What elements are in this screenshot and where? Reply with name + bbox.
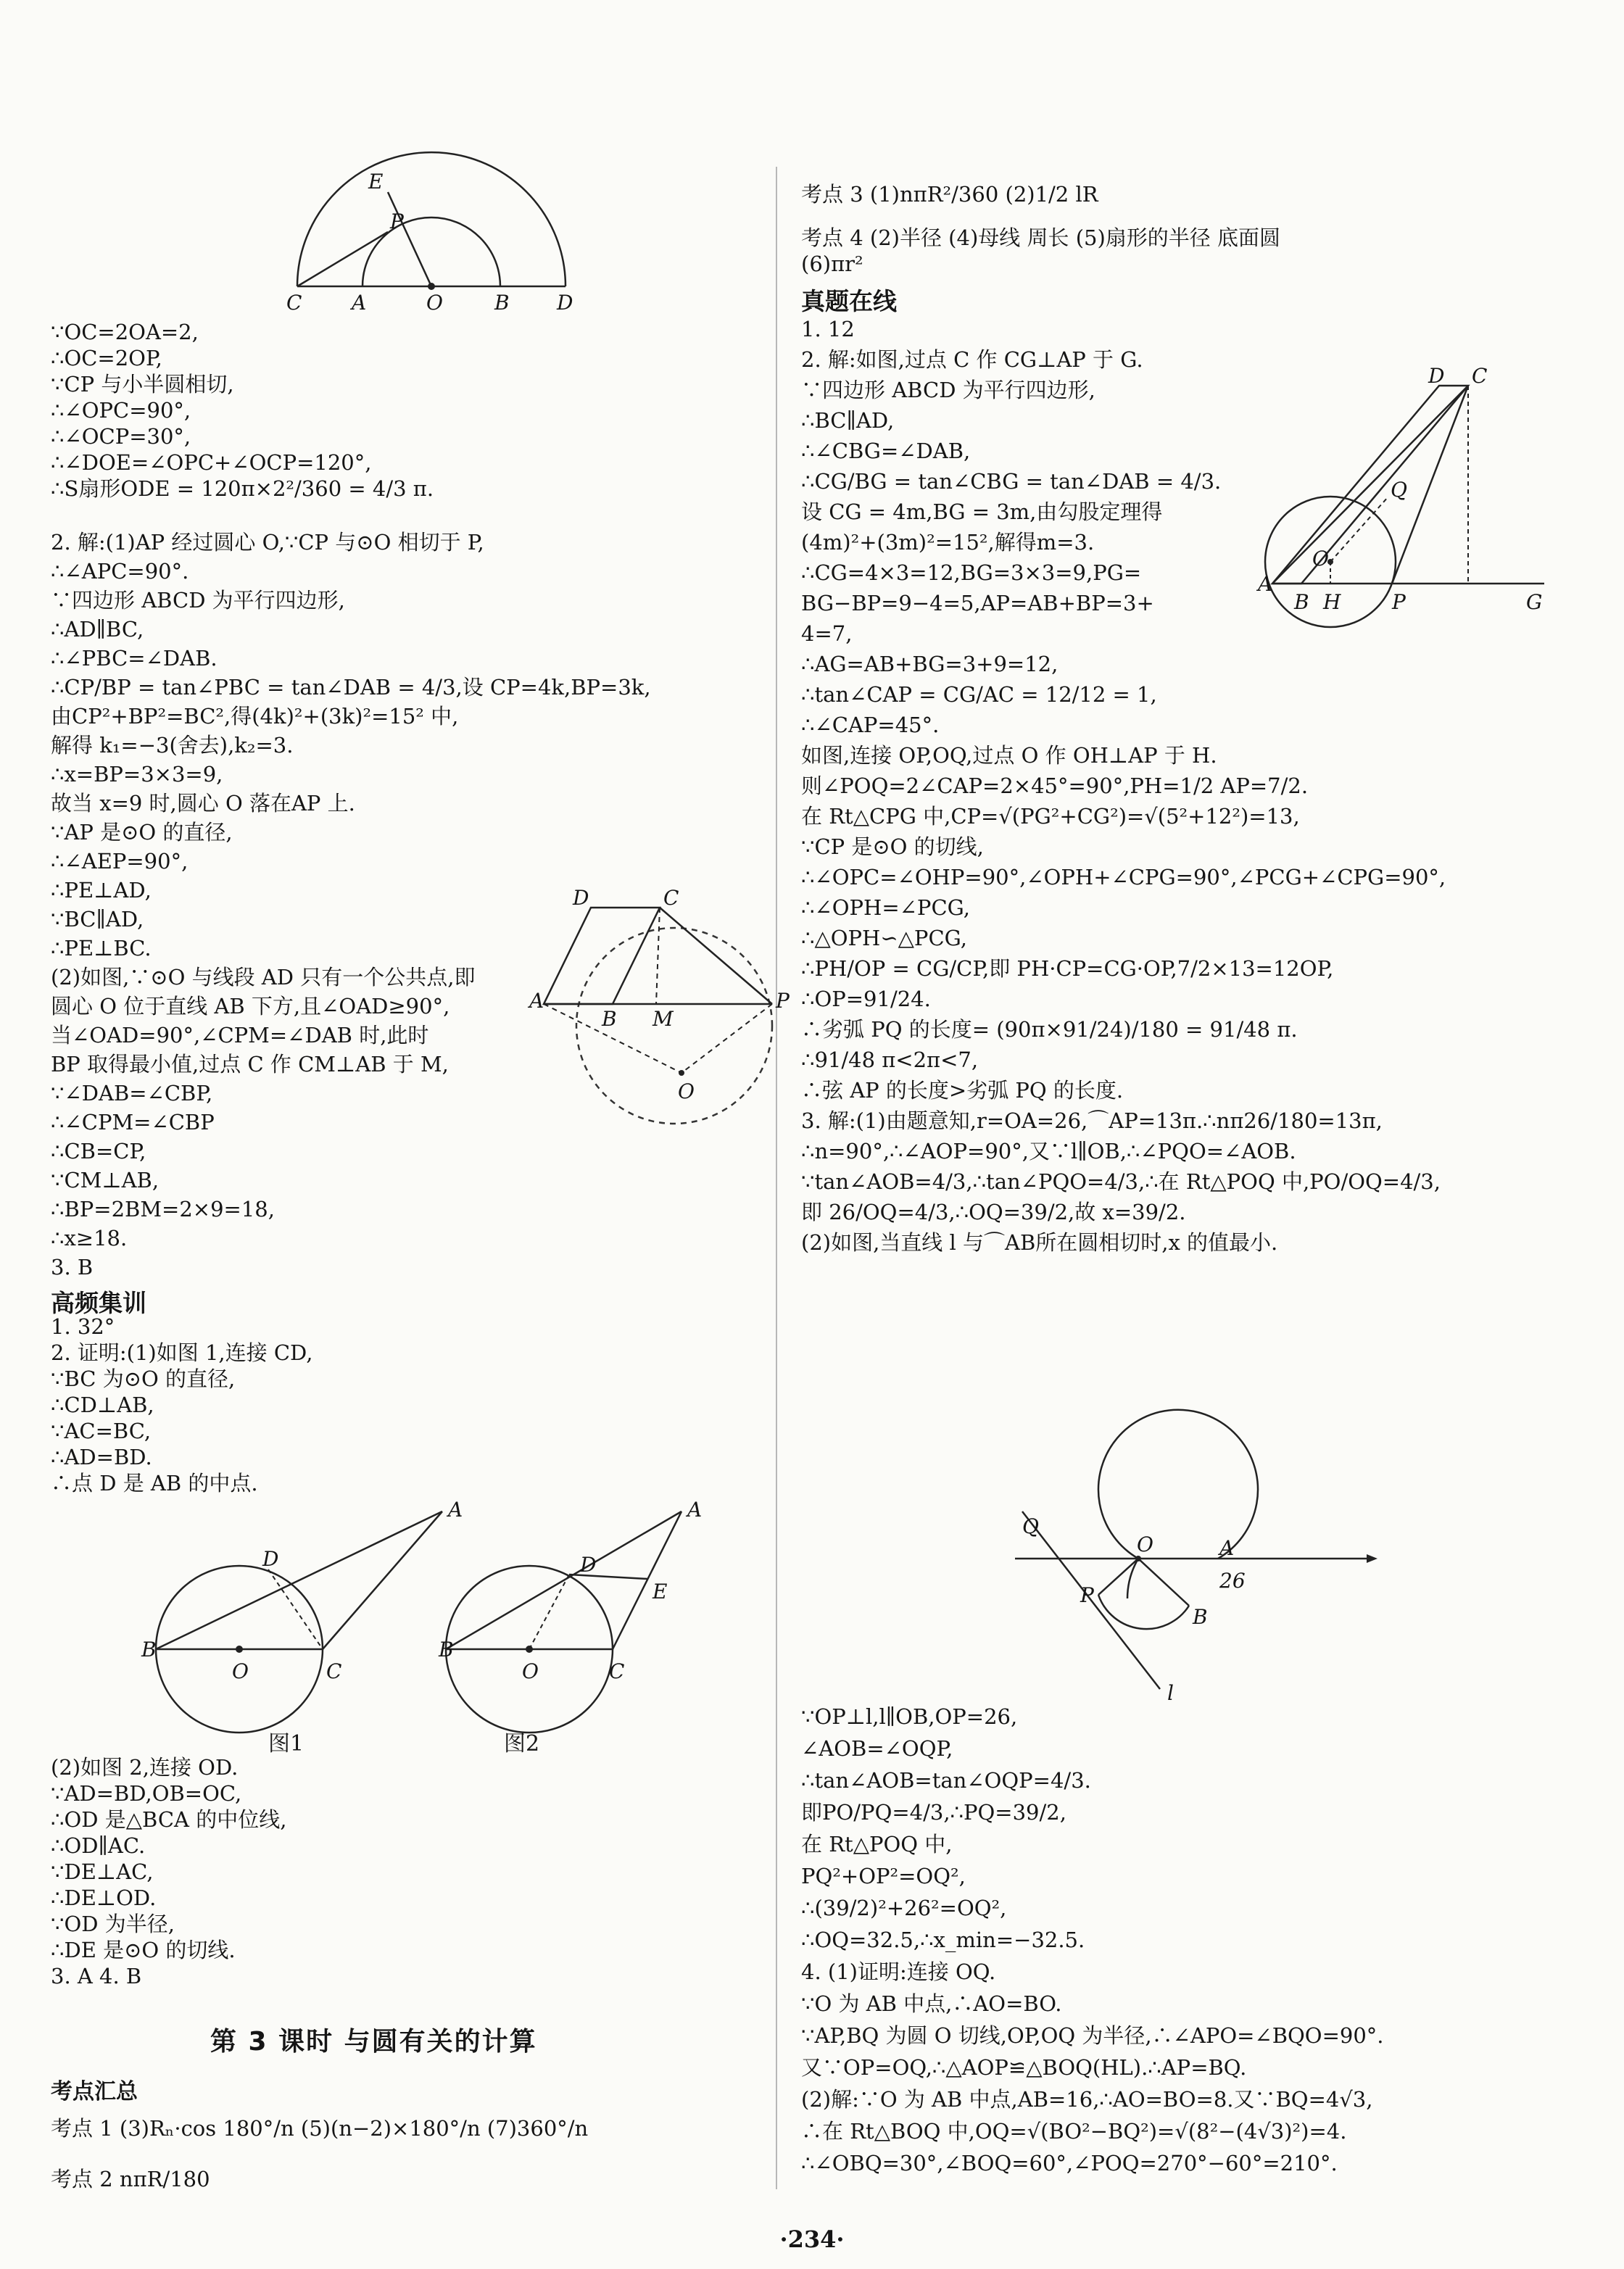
svg-text:O: O [522,1659,539,1683]
svg-text:l: l [1167,1681,1174,1705]
text-line: ∵AP 是⊙O 的直径, [51,820,233,845]
text-line: ∴∠OPH=∠PCG, [801,895,970,920]
text-line: ∵四边形 ABCD 为平行四边形, [801,378,1095,402]
text-line: 2. 解:如图,过点 C 作 CG⊥AP 于 G. [801,347,1143,372]
text-line: ∴DE⊥OD. [51,1886,157,1910]
text-line: ∴∠AEP=90°, [51,849,188,874]
text-line: ∴CG=4×3=12,BG=3×3=9,PG= [801,560,1142,585]
text-line: ∴△OPH∽△PCG, [801,926,967,950]
svg-text:G: G [1526,590,1543,614]
text-line: ∴CG/BG = tan∠CBG = tan∠DAB = 4/3. [801,469,1222,494]
text-line: 在 Rt△CPG 中,CP=√(PG²+CG²)=√(5²+12²)=13, [801,804,1300,829]
text-line: ∴OC=2OP, [51,346,162,370]
page-number: ·234· [779,2226,845,2253]
text-line: ∴弦 AP 的长度>劣弧 PQ 的长度. [801,1078,1124,1103]
text-line: ∵AC=BC, [51,1419,152,1443]
text-line: 3. 解:(1)由题意知,r=OA=26,⌒AP=13π.∴nπ26/180=13π, [801,1108,1383,1133]
column-divider [776,167,777,2189]
text-line: (4m)²+(3m)²=15²,解得m=3. [801,530,1095,555]
svg-text:D: D [557,291,573,315]
text-line: ∵tan∠AOB=4/3,∴tan∠PQO=4/3,∴在 Rt△POQ 中,PO/OQ=4/3, [801,1169,1441,1194]
text-line: ∵O 为 AB 中点,∴AO=BO. [801,1991,1062,2016]
text-line: (2)如图,∵⊙O 与线段 AD 只有一个公共点,即 [51,965,476,990]
svg-text:D: D [580,1553,597,1577]
text-line: ∴∠CPM=∠CBP [51,1110,215,1134]
text-line: ∴OP=91/24. [801,987,931,1011]
text-line: ∵AD=BD,OB=OC, [51,1781,242,1806]
section-title: 第 3 课时 与圆有关的计算 [210,2027,537,2057]
text-line: ∴劣弧 PQ 的长度= (90π×91/24)/180 = 91/48 π. [801,1017,1298,1042]
arc-tangent-figure [993,1479,1399,1711]
fig2-caption: 图2 [504,1731,540,1756]
text-line: 即 26/OQ=4/3,∴OQ=39/2,故 x=39/2. [801,1200,1186,1224]
text-line: ∴∠CAP=45°. [801,713,940,737]
text-line: ∴BP=2BM=2×9=18, [51,1197,275,1221]
text-line: ∵DE⊥AC, [51,1859,154,1884]
text-line: 即PO/PQ=4/3,∴PQ=39/2, [801,1800,1066,1825]
text-line: ∴(39/2)²+26²=OQ², [801,1896,1007,1920]
svg-text:B: B [1193,1605,1208,1629]
text-line: ∴OD 是△BCA 的中位线, [51,1807,287,1832]
kaodian-4: 考点 4 (2)半径 (4)母线 周长 (5)扇形的半径 底面圆 [801,225,1280,250]
svg-text:P: P [776,989,790,1013]
text-line: BG−BP=9−4=5,AP=AB+BP=3+ [801,591,1154,615]
svg-text:E: E [368,170,384,194]
svg-text:A: A [352,291,367,315]
text-line: ∵BC∥AD, [51,907,144,932]
text-line: ∵AP,BQ 为圆 O 切线,OP,OQ 为半径,∴∠APO=∠BQO=90°. [801,2023,1384,2048]
svg-text:C: C [1472,364,1488,388]
text-line: ∴∠PBC=∠DAB. [51,646,218,671]
text-line: ∴CD⊥AB, [51,1393,154,1417]
semicircle-figure [283,170,587,315]
text-line: ∵四边形 ABCD 为平行四边形, [51,588,345,613]
svg-text:B: B [1294,590,1309,614]
svg-text:C: C [609,1659,625,1683]
heading-kaodian: 考点汇总 [51,2079,138,2104]
text-line: ∴∠APC=90°. [51,559,189,584]
text-line: ∴tan∠AOB=tan∠OQP=4/3. [801,1768,1091,1793]
kaodian-2: 考点 2 nπR/180 [51,2167,210,2191]
text-line: 1. 12 [801,317,855,341]
text-line: 2. 解:(1)AP 经过圆心 O,∵CP 与⊙O 相切于 P, [51,530,484,555]
text-line: ∵OC=2OA=2, [51,320,199,344]
text-line: 圆心 O 位于直线 AB 下方,且∠OAD≥90°, [51,994,450,1019]
text-line: 又∵OP=OQ,∴△AOP≌△BOQ(HL).∴AP=BQ. [801,2055,1247,2080]
text-line: ∴∠DOE=∠OPC+∠OCP=120°, [51,450,372,475]
text-line: ∴AD∥BC, [51,617,144,642]
heading-gaopin: 高频集训 [51,1289,146,1317]
text-line: ∴x=BP=3×3=9, [51,762,223,787]
svg-text:O: O [1312,547,1329,571]
text-line: ∴tan∠CAP = CG/AC = 12/12 = 1, [801,682,1157,707]
text-line: ∴CP/BP = tan∠PBC = tan∠DAB = 4/3,设 CP=4k,BP=3k, [51,675,651,700]
text-line: ∴PH/OP = CG/CP,即 PH·CP=CG·OP,7/2×13=12OP, [801,956,1334,981]
text-line: ∴x≥18. [51,1226,128,1250]
text-line: ∵BC 为⊙O 的直径, [51,1366,236,1391]
kaodian-1: 考点 1 (3)Rₙ·cos 180°/n (5)(n−2)×180°/n (7)360°/n [51,2116,589,2141]
text-line: ∵OP⊥l,l∥OB,OP=26, [801,1704,1018,1729]
svg-text:D: D [1428,364,1445,388]
svg-text:H: H [1323,590,1341,614]
text-line: ∴S扇形ODE = 120π×2²/360 = 4/3 π. [51,476,434,501]
kaodian-3: 考点 3 (1)nπR²/360 (2)1/2 lR [801,182,1098,207]
text-line: ∴n=90°,∴∠AOP=90°,又∵l∥OB,∴∠PQO=∠AOB. [801,1139,1296,1163]
text-line: 如图,连接 OP,OQ,过点 O 作 OH⊥AP 于 H. [801,743,1217,768]
text-line: ∵CP 是⊙O 的切线, [801,834,984,859]
heading-zhenti: 真题在线 [801,287,897,315]
svg-text:O: O [232,1659,249,1683]
svg-text:A: A [529,989,544,1013]
text-line: 当∠OAD=90°,∠CPM=∠DAB 时,此时 [51,1023,429,1048]
text-line: ∴CB=CP, [51,1139,146,1163]
text-line: 解得 k₁=−3(舍去),k₂=3. [51,733,294,758]
text-line: ∴91/48 π<2π<7, [801,1048,979,1072]
svg-text:M: M [652,1007,674,1031]
svg-text:E: E [652,1580,668,1604]
text-line: 设 CG = 4m,BG = 3m,由勾股定理得 [801,499,1163,524]
text-line: ∴∠OBQ=30°,∠BOQ=60°,∠POQ=270°−60°=210°. [801,2151,1338,2175]
text-line: (2)如图,当直线 l 与⌒AB所在圆相切时,x 的值最小. [801,1230,1278,1255]
parallelogram-circle-figure [529,886,790,1145]
text-line: (2)如图 2,连接 OD. [51,1755,239,1780]
text-line: ∴OQ=32.5,∴x_min=−32.5. [801,1928,1085,1952]
svg-text:O: O [426,291,443,315]
text-line: PQ²+OP²=OQ², [801,1864,966,1888]
svg-text:Q: Q [1022,1514,1039,1538]
text-line: 2. 证明:(1)如图 1,连接 CD, [51,1340,313,1365]
text-line: 1. 32° [51,1314,115,1339]
svg-text:P: P [1080,1583,1094,1607]
circle-figures-1-2 [141,1498,710,1762]
text-line: ∵OD 为半径, [51,1912,175,1936]
text-line: ∴DE 是⊙O 的切线. [51,1938,236,1962]
text-line: ∵CM⊥AB, [51,1168,160,1192]
fig-label-26: 26 [1219,1569,1246,1593]
fig1-caption: 图1 [268,1731,304,1756]
svg-text:C: C [286,291,302,315]
svg-text:A: A [687,1498,703,1522]
text-line: 故当 x=9 时,圆心 O 落在AP 上. [51,791,355,816]
text-line: ∴∠OPC=∠OHP=90°,∠OPH+∠CPG=90°,∠PCG+∠CPG=90°, [801,865,1446,889]
svg-text:A: A [448,1498,463,1522]
text-line: ∴点 D 是 AB 的中点. [51,1471,258,1496]
text-line: ∴AG=AB+BG=3+9=12, [801,652,1058,676]
text-line: ∠AOB=∠OQP, [801,1736,953,1761]
svg-text:A: A [1258,572,1273,596]
svg-text:B: B [141,1638,157,1662]
svg-text:Q: Q [1391,478,1407,502]
svg-text:A: A [1219,1536,1235,1560]
text-line: 4=7, [801,621,853,646]
svg-text:B: B [439,1638,454,1662]
svg-text:B: B [494,291,510,315]
text-line: ∵CP 与小半圆相切, [51,372,234,397]
text-line: ∴PE⊥AD, [51,878,152,903]
svg-text:O: O [678,1079,695,1103]
text-line: ∴∠OCP=30°, [51,424,191,449]
svg-text:C: C [663,886,679,910]
text-line: (2)解:∵O 为 AB 中点,AB=16,∴AO=BO=8.又∵BQ=4√3, [801,2087,1373,2112]
svg-text:B: B [602,1007,617,1031]
text-line: ∴OD∥AC. [51,1833,146,1858]
tangent-figure [1258,364,1559,616]
text-line: 3. A 4. B [51,1964,142,1988]
svg-text:D: D [573,886,589,910]
text-line: ∴BC∥AD, [801,408,895,433]
svg-text:D: D [262,1547,279,1571]
text-line: 则∠POQ=2∠CAP=2×45°=90°,PH=1/2 AP=7/2. [801,773,1309,798]
text-line: ∴在 Rt△BOQ 中,OQ=√(BO²−BQ²)=√(8²−(4√3)²)=4. [801,2119,1347,2144]
text-line: 在 Rt△POQ 中, [801,1832,953,1857]
text-line: ∴AD=BD. [51,1445,152,1469]
svg-text:P: P [1392,590,1406,614]
svg-text:O: O [1137,1532,1153,1556]
text-line: 3. B [51,1255,94,1279]
text-line: 4. (1)证明:连接 OQ. [801,1959,996,1984]
svg-text:C: C [326,1659,342,1683]
text-line: ∴PE⊥BC. [51,936,152,961]
kaodian-4b: (6)πr² [801,252,863,276]
text-line: ∵∠DAB=∠CBP, [51,1081,213,1106]
text-line: 由CP²+BP²=BC²,得(4k)²+(3k)²=15² 中, [51,704,459,729]
text-line: ∴∠OPC=90°, [51,398,191,423]
svg-text:P: P [390,210,404,233]
text-line: ∴∠CBG=∠DAB, [801,439,971,463]
text-line: BP 取得最小值,过点 C 作 CM⊥AB 于 M, [51,1052,449,1077]
